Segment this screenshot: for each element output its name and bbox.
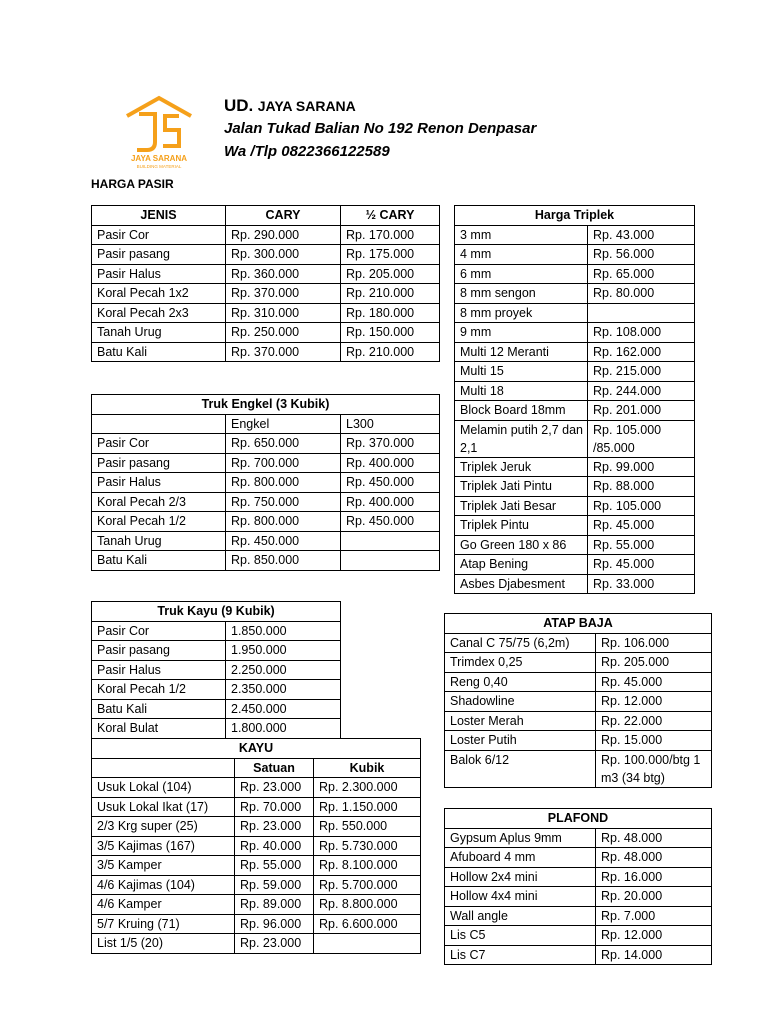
logo-text: JAYA SARANA (130, 154, 188, 163)
item-name: Koral Pecah 1/2 (92, 512, 226, 532)
item-price: Rp. 105.000 (588, 496, 695, 516)
item-price: Rp. 1.150.000 (314, 797, 421, 817)
table-row (92, 660, 341, 680)
item-price: Rp. 7.000 (596, 906, 712, 926)
item-price: 1.850.000 (226, 621, 341, 641)
item-price: Rp. 244.000 (588, 381, 695, 401)
item-price: Rp. 750.000 (226, 492, 341, 512)
item-price: Rp. 105.000 /85.000 (588, 420, 695, 457)
item-name: Melamin putih 2,7 dan 2,1 (455, 420, 588, 457)
item-price: Rp. 45.000 (596, 672, 712, 692)
table-row (455, 381, 695, 401)
item-price (341, 551, 440, 571)
item-price: Rp. 55.000 (235, 856, 314, 876)
item-price: Rp. 370.000 (226, 284, 341, 304)
item-price: Rp. 300.000 (226, 245, 341, 265)
table-row (455, 496, 695, 516)
item-name: Usuk Lokal Ikat (17) (92, 797, 235, 817)
item-price: Rp. 205.000 (341, 264, 440, 284)
item-price: Rp. 23.000 (235, 778, 314, 798)
item-name: Lis C7 (445, 945, 596, 965)
section-title-harga-pasir: HARGA PASIR (91, 177, 174, 191)
item-price: Rp. 650.000 (226, 434, 341, 454)
table-row (92, 778, 421, 798)
item-price: Rp. 215.000 (588, 362, 695, 382)
item-name: 6 mm (455, 264, 588, 284)
item-price (314, 934, 421, 954)
item-name: Koral Pecah 1/2 (92, 680, 226, 700)
item-name: Usuk Lokal (104) (92, 778, 235, 798)
item-price: Rp. 14.000 (596, 945, 712, 965)
item-price: Rp. 310.000 (226, 303, 341, 323)
item-price: Rp. 175.000 (341, 245, 440, 265)
table-row (92, 531, 440, 551)
item-name: Canal C 75/75 (6,2m) (445, 633, 596, 653)
table-row (92, 264, 440, 284)
table-row (455, 264, 695, 284)
item-price: Rp. 370.000 (341, 434, 440, 454)
table-title: Truk Engkel (3 Kubik) (92, 395, 440, 415)
item-price: 1.950.000 (226, 641, 341, 661)
plafond-table (444, 808, 712, 965)
item-price: Rp. 800.000 (226, 512, 341, 532)
company-name (224, 96, 356, 116)
table-row (92, 225, 440, 245)
table-row (92, 551, 440, 571)
column-header: Satuan (235, 758, 314, 778)
table-row (92, 875, 421, 895)
item-price: Rp. 59.000 (235, 875, 314, 895)
item-name: Go Green 180 x 86 (455, 535, 588, 555)
harga-pasir-table (91, 205, 440, 362)
item-name: Batu Kali (92, 699, 226, 719)
column-header: Kubik (314, 758, 421, 778)
item-name: 2/3 Krg super (25) (92, 817, 235, 837)
table-header-row (92, 414, 440, 434)
table-row (455, 245, 695, 265)
table-row (92, 303, 440, 323)
item-name: Koral Bulat (92, 719, 226, 739)
item-name: Reng 0,40 (445, 672, 596, 692)
table-row (455, 457, 695, 477)
table-title: PLAFOND (445, 809, 712, 829)
table-title: KAYU (92, 739, 421, 759)
item-price: 2.450.000 (226, 699, 341, 719)
table-row (445, 672, 712, 692)
item-name: Batu Kali (92, 342, 226, 362)
company-name-text: JAYA SARANA (257, 98, 356, 114)
company-address: Jalan Tukad Balian No 192 Renon Denpasar (224, 120, 537, 137)
item-price: Rp. 56.000 (588, 245, 695, 265)
triplek-table (454, 205, 695, 594)
item-price: Rp. 5.700.000 (314, 875, 421, 895)
item-price: 2.250.000 (226, 660, 341, 680)
item-price: Rp. 450.000 (226, 531, 341, 551)
item-name: Hollow 2x4 mini (445, 867, 596, 887)
item-price: Rp. 550.000 (314, 817, 421, 837)
table-header-row (92, 206, 440, 226)
table-header-row (92, 758, 421, 778)
table-title: Truk Kayu (9 Kubik) (92, 602, 341, 622)
item-price: Rp. 106.000 (596, 633, 712, 653)
item-price: Rp. 8.800.000 (314, 895, 421, 915)
item-price: Rp. 15.000 (596, 731, 712, 751)
item-name: Tanah Urug (92, 323, 226, 343)
table-row (445, 653, 712, 673)
table-row (455, 555, 695, 575)
item-name: Pasir Cor (92, 225, 226, 245)
item-price: Rp. 16.000 (596, 867, 712, 887)
item-name: Pasir pasang (92, 453, 226, 473)
table-row (92, 492, 440, 512)
table-row (455, 401, 695, 421)
column-header: Engkel (226, 414, 341, 434)
table-row (455, 574, 695, 594)
table-title: Harga Triplek (455, 206, 695, 226)
item-price: Rp. 250.000 (226, 323, 341, 343)
item-name: 8 mm proyek (455, 303, 588, 323)
item-name: 4/6 Kajimas (104) (92, 875, 235, 895)
item-name: Triplek Jati Pintu (455, 477, 588, 497)
item-price: Rp. 70.000 (235, 797, 314, 817)
item-name: 3/5 Kamper (92, 856, 235, 876)
item-price: Rp. 2.300.000 (314, 778, 421, 798)
item-price (588, 303, 695, 323)
table-row (92, 836, 421, 856)
item-name: 3/5 Kajimas (167) (92, 836, 235, 856)
item-price: Rp. 6.600.000 (314, 914, 421, 934)
item-price: Rp. 162.000 (588, 342, 695, 362)
table-row (92, 895, 421, 915)
table-row (92, 473, 440, 493)
item-name: Pasir Cor (92, 434, 226, 454)
table-row (445, 887, 712, 907)
table-row (455, 420, 695, 457)
item-name: Loster Putih (445, 731, 596, 751)
item-name: Pasir Cor (92, 621, 226, 641)
item-name: List 1/5 (20) (92, 934, 235, 954)
item-name: Trimdex 0,25 (445, 653, 596, 673)
table-row (445, 926, 712, 946)
table-row (455, 284, 695, 304)
table-row (92, 342, 440, 362)
item-name: Tanah Urug (92, 531, 226, 551)
table-row (92, 797, 421, 817)
item-price: Rp. 45.000 (588, 555, 695, 575)
item-name: Gypsum Aplus 9mm (445, 828, 596, 848)
item-name: 4 mm (455, 245, 588, 265)
item-price: Rp. 170.000 (341, 225, 440, 245)
item-name: Lis C5 (445, 926, 596, 946)
table-row (455, 535, 695, 555)
table-row (92, 914, 421, 934)
item-price: Rp. 205.000 (596, 653, 712, 673)
item-price: Rp. 5.730.000 (314, 836, 421, 856)
item-name: Batu Kali (92, 551, 226, 571)
item-price: Rp. 89.000 (235, 895, 314, 915)
item-name: Koral Pecah 1x2 (92, 284, 226, 304)
column-header: CARY (226, 206, 341, 226)
item-price: Rp. 400.000 (341, 492, 440, 512)
table-row (92, 934, 421, 954)
item-name: Wall angle (445, 906, 596, 926)
table-row (445, 731, 712, 751)
company-logo (113, 92, 205, 170)
item-price: Rp. 180.000 (341, 303, 440, 323)
table-row (445, 867, 712, 887)
item-name: Multi 15 (455, 362, 588, 382)
column-header: JENIS (92, 206, 226, 226)
item-name: Triplek Pintu (455, 516, 588, 536)
item-name: Pasir pasang (92, 245, 226, 265)
table-row (445, 633, 712, 653)
item-name: Asbes Djabesment (455, 574, 588, 594)
table-row (92, 245, 440, 265)
table-row (445, 848, 712, 868)
item-name: Pasir Halus (92, 473, 226, 493)
column-header (92, 758, 235, 778)
item-name: Hollow 4x4 mini (445, 887, 596, 907)
item-price: Rp. 43.000 (588, 225, 695, 245)
item-price: Rp. 290.000 (226, 225, 341, 245)
kayu-table (91, 738, 421, 954)
table-row (92, 817, 421, 837)
column-header: L300 (341, 414, 440, 434)
item-name: Afuboard 4 mm (445, 848, 596, 868)
item-price: Rp. 88.000 (588, 477, 695, 497)
item-price: Rp. 20.000 (596, 887, 712, 907)
item-price: Rp. 55.000 (588, 535, 695, 555)
item-price: Rp. 45.000 (588, 516, 695, 536)
company-phone: Wa /Tlp 0822366122589 (224, 143, 390, 160)
item-price: Rp. 99.000 (588, 457, 695, 477)
table-row (445, 750, 712, 787)
table-row (455, 477, 695, 497)
item-price: Rp. 23.000 (235, 817, 314, 837)
item-price: Rp. 48.000 (596, 848, 712, 868)
item-name: Pasir pasang (92, 641, 226, 661)
item-price: Rp. 850.000 (226, 551, 341, 571)
item-name: 3 mm (455, 225, 588, 245)
item-name: 4/6 Kamper (92, 895, 235, 915)
item-name: Triplek Jeruk (455, 457, 588, 477)
atap-baja-table (444, 613, 712, 788)
item-price: Rp. 40.000 (235, 836, 314, 856)
table-row (92, 856, 421, 876)
table-row (445, 711, 712, 731)
item-price: Rp. 800.000 (226, 473, 341, 493)
table-row (455, 303, 695, 323)
table-row (455, 323, 695, 343)
item-price: Rp. 100.000/btg 1 m3 (34 btg) (596, 750, 712, 787)
company-prefix: UD. (224, 96, 254, 115)
item-price: Rp. 8.100.000 (314, 856, 421, 876)
item-price: Rp. 33.000 (588, 574, 695, 594)
item-price: Rp. 65.000 (588, 264, 695, 284)
item-price (341, 531, 440, 551)
table-row (445, 906, 712, 926)
table-row (92, 621, 341, 641)
table-row (455, 225, 695, 245)
table-row (445, 945, 712, 965)
logo-subtext: BUILDING MATERIAL (136, 164, 182, 169)
item-name: 8 mm sengon (455, 284, 588, 304)
column-header (92, 414, 226, 434)
table-row (455, 516, 695, 536)
item-price: Rp. 450.000 (341, 512, 440, 532)
table-row (92, 699, 341, 719)
table-row (92, 641, 341, 661)
table-row (455, 362, 695, 382)
item-price: Rp. 12.000 (596, 926, 712, 946)
table-row (455, 342, 695, 362)
item-price: Rp. 23.000 (235, 934, 314, 954)
item-name: Loster Merah (445, 711, 596, 731)
table-row (92, 434, 440, 454)
item-price: Rp. 360.000 (226, 264, 341, 284)
item-name: Atap Bening (455, 555, 588, 575)
table-row (92, 680, 341, 700)
item-price: Rp. 96.000 (235, 914, 314, 934)
item-name: Block Board 18mm (455, 401, 588, 421)
item-price: Rp. 210.000 (341, 342, 440, 362)
item-name: Shadowline (445, 692, 596, 712)
table-row (445, 828, 712, 848)
item-name: Pasir Halus (92, 660, 226, 680)
truk-engkel-table (91, 394, 440, 571)
item-name: Koral Pecah 2x3 (92, 303, 226, 323)
table-row (92, 284, 440, 304)
table-row (92, 512, 440, 532)
item-name: Balok 6/12 (445, 750, 596, 787)
item-price: Rp. 400.000 (341, 453, 440, 473)
item-name: Koral Pecah 2/3 (92, 492, 226, 512)
table-title: ATAP BAJA (445, 614, 712, 634)
table-row (92, 323, 440, 343)
item-price: Rp. 48.000 (596, 828, 712, 848)
item-price: Rp. 370.000 (226, 342, 341, 362)
table-row (92, 719, 341, 739)
item-price: Rp. 12.000 (596, 692, 712, 712)
item-name: 5/7 Kruing (71) (92, 914, 235, 934)
item-price: Rp. 80.000 (588, 284, 695, 304)
item-price: Rp. 150.000 (341, 323, 440, 343)
table-row (445, 692, 712, 712)
item-name: Multi 12 Meranti (455, 342, 588, 362)
column-header: ½ CARY (341, 206, 440, 226)
item-price: Rp. 210.000 (341, 284, 440, 304)
item-price: 1.800.000 (226, 719, 341, 739)
item-name: Triplek Jati Besar (455, 496, 588, 516)
item-price: Rp. 201.000 (588, 401, 695, 421)
item-price: Rp. 22.000 (596, 711, 712, 731)
table-row (92, 453, 440, 473)
item-price: Rp. 108.000 (588, 323, 695, 343)
truk-kayu-table (91, 601, 341, 739)
item-price: Rp. 700.000 (226, 453, 341, 473)
item-name: 9 mm (455, 323, 588, 343)
item-name: Multi 18 (455, 381, 588, 401)
item-price: Rp. 450.000 (341, 473, 440, 493)
item-price: 2.350.000 (226, 680, 341, 700)
item-name: Pasir Halus (92, 264, 226, 284)
